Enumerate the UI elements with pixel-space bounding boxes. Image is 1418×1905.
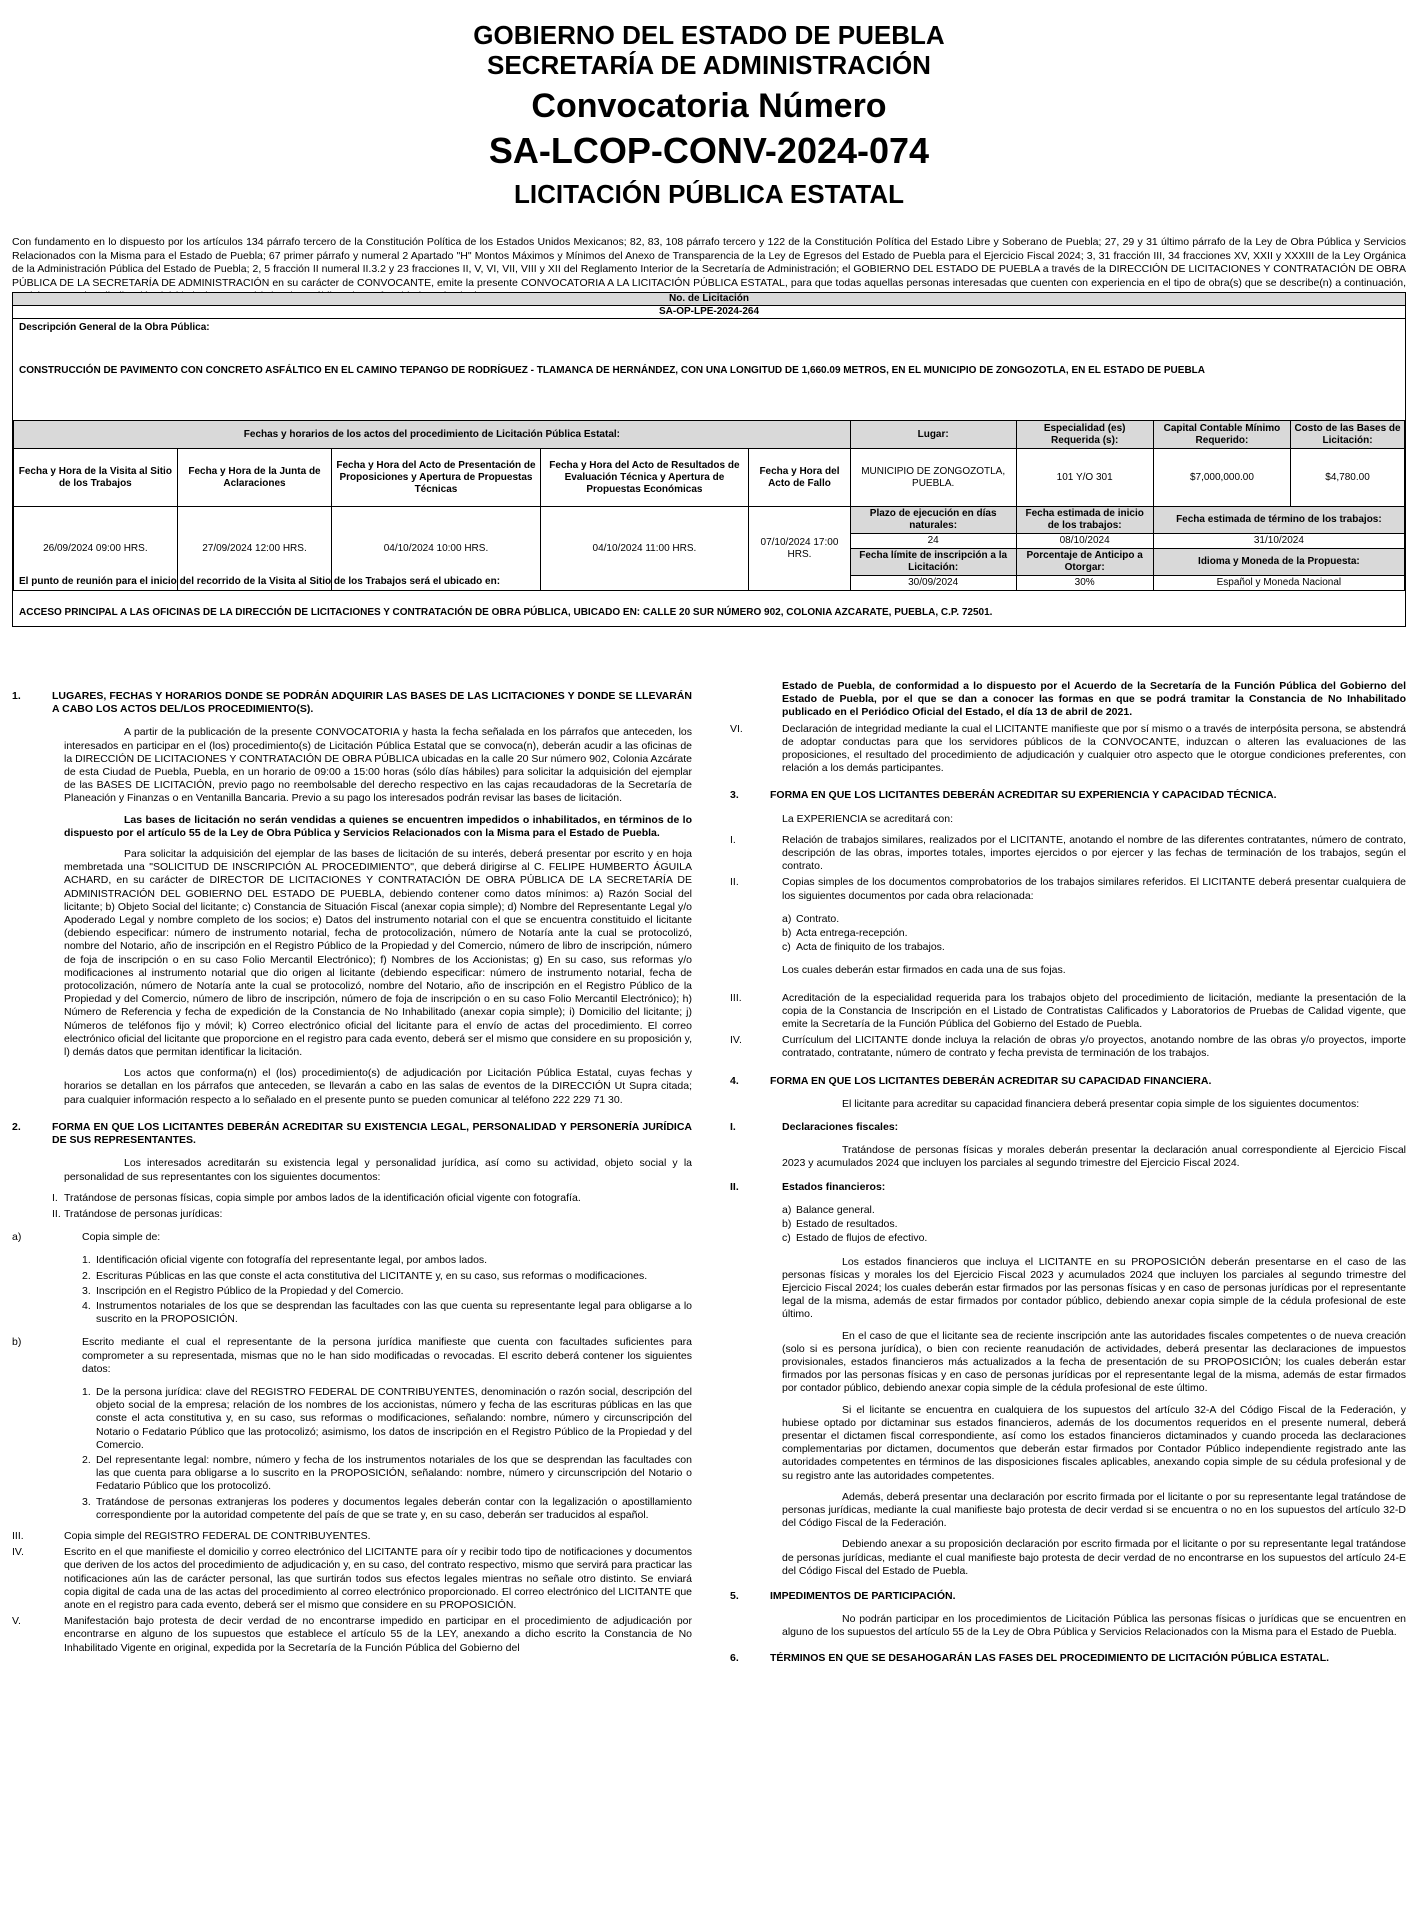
col-junta-label: Fecha y Hora de la Junta de Aclaraciones — [177, 449, 332, 507]
presentacion-date: 04/10/2024 10:00 HRS. — [332, 507, 540, 591]
header-convocatoria-number: SA-LCOP-CONV-2024-074 — [488, 130, 930, 171]
list-item: a) Balance general. — [782, 1203, 875, 1216]
section-1-p4: Los actos que conforma(n) el (los) procedimiento(s) de adjudicación por Licitación Pública Estatal, cuyas fechas y horarios se detallan en los párrafos que anteceden, se llevarán a cabo en las salas de eventos de la DIRECCIÓN Ut Supra citada; para cualquier información respecto a lo señalado en el presente punto se pueden comunicar al teléfono 222 229 71 30. — [64, 1067, 692, 1106]
schedule-table — [13, 420, 1405, 591]
termino-value: 31/10/2024 — [1153, 534, 1404, 549]
right-column — [730, 680, 1406, 1675]
list-item: a) Contrato. — [782, 912, 840, 925]
list-item: IV. Escrito en el que manifieste el domicilio y correo electrónico del LICITANTE para oír y recibir todo tipo de notificaciones y documentos que deriven de los actos del procedimiento de adjudicación y, en su caso, del contrato respectivo, mismo que servirá para practicar las notificaciones aún las de carácter personal, las que surtirán todos sus efectos legales mientras no señale otro distinto. Se enviará copia digital de cada una de las actas del procedimiento al correo electrónico proporcionado. El correo electrónico del LICITANTE que anote en el registro para cada evento, deberá ser el mismo que considere en su PROPOSICIÓN. — [12, 1546, 692, 1611]
list-item: 1. De la persona jurídica: clave del REGISTRO FEDERAL DE CONTRIBUYENTES, denominación o razón social, descripción del objeto social de la empresa; relación de los nombres de los accionistas, número y fecha de las escrituras públicas en las que conste el acta constitutiva y, en su caso, sus reformas o modificaciones, señalando: nombre, número y circunscripción del Notario o Fedatario Público que las protocolizó; asimismo, los datos de inscripción en el Registro Público de la Propiedad y del Comercio. — [82, 1385, 692, 1451]
section-4-p1: Tratándose de personas físicas y morales deberán presentar la declaración anual correspondiente al Ejercicio Fiscal 2023 y acumulados 2024 que incluyen los parciales al segundo trimestre del Ejercicio Fiscal 2024. — [782, 1144, 1406, 1170]
limite-value: 30/09/2024 — [850, 576, 1016, 591]
section-3-intro: La EXPERIENCIA se acreditará con: — [782, 812, 953, 825]
meeting-point-text: ACCESO PRINCIPAL A LAS OFICINAS DE LA DIRECCIÓN DE LICITACIONES Y CONTRATACIÓN DE OBRA PÚBLICA, UBICADO EN: CALLE 20 SUR NÚMERO 902, COLONIA AZCARATE, PUEBLA, C.P. 72501. — [19, 607, 993, 618]
col-resultados-label: Fecha y Hora del Acto de Resultados de Evaluación Técnica y Apertura de Propuestas Económicas — [540, 449, 748, 507]
section-4-p6: Debiendo anexar a su proposición declaración por escrito firmada por el licitante o por su representante legal tratándose de personas jurídicas, mediante el cual manifieste bajo protesta de decir verdad de no encontrarse en los supuestos del artículo 24-E del Código Fiscal del Estado de Puebla. — [782, 1538, 1406, 1577]
description-text: CONSTRUCCIÓN DE PAVIMENTO CON CONCRETO ASFÁLTICO EN EL CAMINO TEPANGO DE RODRÍGUEZ - TLAMANCA DE HERNÁNDEZ, CON UNA LONGITUD DE 1,660.09 METROS, EN EL MUNICIPIO DE ZONGOZOTLA, EN EL ESTADO DE PUEBLA — [19, 365, 1205, 376]
list-item: II. Copias simples de los documentos comprobatorios de los trabajos similares referidos. El LICITANTE deberá presentar cualquiera de los siguientes documentos por cada obra relacionada: — [730, 876, 1406, 902]
inicio-value: 08/10/2024 — [1016, 534, 1153, 549]
list-item: 2. Del representante legal: nombre, número y fecha de los instrumentos notariales de los que se desprendan las facultades con las que cuenta para obligarse a lo suscrito en la PROPOSICIÓN, señalando: nombre, número y circunscripción del Notario o Fedatario Público que los protocolizó. — [82, 1453, 692, 1493]
section-2-p1: Los interesados acreditarán su existencia legal y personalidad jurídica, así como su actividad, objeto social y la personalidad de sus representantes con los siguientes documentos: — [64, 1157, 692, 1183]
meeting-point-label: El punto de reunión para el inicio del recorrido de la Visita al Sitio de los Trabajos será el ubicado en: — [19, 576, 501, 587]
left-column — [12, 690, 692, 1658]
section-3-note: Los cuales deberán estar firmados en cada una de sus fojas. — [782, 964, 1066, 977]
section-6-title: 6. TÉRMINOS EN QUE SE DESAHOGARÁN LAS FASES DEL PROCEDIMIENTO DE LICITACIÓN PÚBLICA ESTATAL. — [730, 1651, 1330, 1664]
capital-value: $7,000,000.00 — [1153, 449, 1290, 507]
especialidad-value: 101 Y/O 301 — [1016, 449, 1153, 507]
list-item: a) Copia simple de: — [12, 1231, 161, 1244]
lugar-label: Lugar: — [850, 421, 1016, 449]
list-item: II. Tratándose de personas jurídicas: — [52, 1207, 223, 1220]
junta-date: 27/09/2024 12:00 HRS. — [177, 507, 332, 591]
costo-label: Costo de las Bases de Licitación: — [1291, 421, 1405, 449]
termino-label: Fecha estimada de término de los trabajos: — [1153, 507, 1404, 534]
section-4-p2: Los estados financieros que incluya el LICITANTE en su PROPOSICIÓN deberán presentarse en el caso de las personas físicas y morales los del Ejercicio Fiscal 2023 y acumulados 2024 que incluyen los parciales al segundo trimestre del Ejercicio Fiscal 2024; los cuales deberán estar firmados por las personas físicas y en caso de personas jurídicas por el representante legal de la misma, además de estar firmados por contador público, debiendo anexar copia simple de la cédula profesional de este último. — [782, 1255, 1406, 1321]
section-4-intro: El licitante para acreditar su capacidad financiera deberá presentar copia simple de los siguientes documentos: — [842, 1097, 1360, 1110]
list-item: III. Copia simple del REGISTRO FEDERAL DE CONTRIBUYENTES. — [12, 1529, 371, 1542]
col-presentacion-label: Fecha y Hora del Acto de Presentación de Proposiciones y Apertura de Propuestas Técnicas — [332, 449, 540, 507]
list-item: 3. Inscripción en el Registro Público de la Propiedad y del Comercio. — [82, 1284, 404, 1297]
list-item: c) Estado de flujos de efectivo. — [782, 1232, 928, 1245]
header-secretariat: SECRETARÍA DE ADMINISTRACIÓN — [487, 50, 931, 80]
costo-value: $4,780.00 — [1291, 449, 1405, 507]
right-continuation: Estado de Puebla, de conformidad a lo dispuesto por el Acuerdo de la Secretaría de la Función Pública del Gobierno del Estado de Puebla, por el que se dan a conocer las formas en que se podrá tramitar la Constancia de No Inhabilitado publicado en el Periódico Oficial del Estado, el día 13 de abril de 2021. — [782, 680, 1406, 719]
description-label: Descripción General de la Obra Pública: — [19, 322, 210, 333]
section-1-p3: Para solicitar la adquisición del ejemplar de las bases de licitación de su interés, deberá presentar por escrito y en hoja membretada una "SOLICITUD DE INSCRIPCIÓN AL PROCEDIMIENTO", que deberá dirigirse al C. FELIPE HUMBERTO ÁGUILA ACHARD, en su carácter de DIRECTOR DE LICITACIONES Y CONTRATACIÓN DE OBRA PÚBLICA DE LA SECRETARÍA DE ADMINISTRACIÓN DEL GOBIERNO DEL ESTADO DE PUEBLA, debiendo contener como datos mínimos: a) Razón Social del licitante; b) Objeto Social del licitante; c) Constancia de Situación Fiscal (anexar copia simple); d) Nombre del Representante Legal y/o Apoderado Legal y nombre completo de los socios; e) Datos del instrumento notarial con el que se encuentra constituido el licitante (debiendo especificar: número de instrumento notarial, fecha de protocolización, número de Notaría ante la cual se protocolizó, nombre del Notario, año de inscripción en el Registro Público de la Propiedad y del Comercio, número de libro de inscripción, número de foja de inscripción o en su caso Folio Mercantil Electrónico); f) Nombres de los Accionistas; g) En su caso, sus reformas y/o modificaciones al instrumento notarial que dio origen al licitante (debiendo especificar: número de instrumento notarial, fecha de protocolización, número de Notaría ante la cual se protocolizó, nombre del Notario, año de inscripción en el Registro Público de la Propiedad y del Comercio, número de libro de inscripción, número de foja de inscripción o en su caso Folio Mercantil Electrónico); h) Número de Referencia y fecha de expedición de la Constancia de No Inhabilitado (anexar copia simple); i) Domicilio del licitante; j) Números de teléfonos fijo y móvil; k) Correo electrónico oficial del licitante para el envío de actas del procedimiento. El correo electrónico oficial del licitante que proporcione en el registro para cada evento, deberá ser el mismo que considere en su proposición y, l) demás datos que permitan identificar la licitación. — [64, 848, 692, 1059]
list-item: c) Acta de finiquito de los trabajos. — [782, 941, 945, 954]
section-4-p4: Si el licitante se encuentra en cualquiera de los supuestos del artículo 32-A del Código Fiscal de la Federación, y hubiese optado por dictaminar sus estados financieros, además de los documentos requeridos en el presente numeral, deberá presentar el dictamen fiscal correspondiente, así como los estados financieros dictaminados y cuando proceda las declaraciones complementarias por dictamen, documentos que deberán estar firmados por Contador Público independiente registrado ante las autoridades competentes en términos de las disposiciones fiscales aplicables, anexando copia simple de su cédula profesional y de su registro ante las autoridades competentes. — [782, 1403, 1406, 1482]
list-item: b) Escrito mediante el cual el representante de la persona jurídica manifieste que cuenta con facultades suficientes para comprometer a su representada, mismas que no le han sido modificadas o revocadas. El escrito deberá contener los siguientes datos: — [12, 1336, 692, 1375]
fallo-date: 07/10/2024 17:00 HRS. — [749, 507, 851, 591]
intro-paragraph: Con fundamento en lo dispuesto por los artículos 134 párrafo tercero de la Constitución Política de los Estados Unidos Mexicanos; 82, 83, 108 párrafo tercero y 122 de la Constitución Política del Estado Libre y Soberano de Puebla; 27, 29 y 31 último párrafo de la Ley de Obra Pública y Servicios Relacionados con la Misma para el Estado de Puebla; 67 primer párrafo y numeral 2 Apartado "H" Montos Máximos y Mínimos del Anexo de Transparencia de la Ley de Egresos del Estado de Puebla para el Ejercicio Fiscal 2024; 3, 31 fracción III, 34 fracciones XV, XXII y XXXIII de la Ley Orgánica de la Administración Pública del Estado de Puebla; 2, 5 fracción II numeral II.3.2 y 23 fracciones II, V, VI, VII, VIII y XII del Reglamento Interior de la Secretaría de Administración; el GOBIERNO DEL ESTADO DE PUEBLA a través de la DIRECCIÓN DE LICITACIONES Y CONTRATACIÓN DE OBRA PÚBLICA DE LA SECRETARÍA DE ADMINISTRACIÓN en su carácter de CONVOCANTE, emite la presente CONVOCATORIA A LA LICITACIÓN PÚBLICA ESTATAL, para que todas aquellas personas interesadas que cuenten con experiencia en el tipo de obra(s) que se describe(n) a continuación, — [12, 236, 1406, 289]
header-government: GOBIERNO DEL ESTADO DE PUEBLA — [473, 20, 945, 50]
capital-label: Capital Contable Mínimo Requerido: — [1153, 421, 1290, 449]
list-item: 1. Identificación oficial vigente con fotografía del representante legal, por ambos lados. — [82, 1254, 488, 1267]
plazo-value: 24 — [850, 534, 1016, 549]
list-item: I. Declaraciones fiscales: — [730, 1121, 899, 1134]
list-item: 2. Escrituras Públicas en las que conste el acta constitutiva del LICITANTE y, en su caso, sus reformas o modificaciones. — [82, 1269, 648, 1282]
list-item: V. Manifestación bajo protesta de decir verdad de no encontrarse impedido en participar en el procedimiento de adjudicación por encontrarse en alguno de los supuestos que establece el artículo 55 de la LEY, anexando a dicho escrito la Constancia de No Inhabilitado Vigente en original, expedida por la Secretaría de la Función Pública del Gobierno del — [12, 1615, 692, 1654]
section-3-title: 3. FORMA EN QUE LOS LICITANTES DEBERÁN ACREDITAR SU EXPERIENCIA Y CAPACIDAD TÉCNICA. — [730, 789, 1277, 802]
document-header — [0, 0, 1418, 212]
col-fallo-label: Fecha y Hora del Acto de Fallo — [749, 449, 851, 507]
section-2-title: 2. FORMA EN QUE LOS LICITANTES DEBERÁN ACREDITAR SU EXISTENCIA LEGAL, PERSONALIDAD Y PERSONERÍA JURÍDICA DE SUS REPRESENTANTES. — [12, 1120, 692, 1147]
section-1-title: 1. LUGARES, FECHAS Y HORARIOS DONDE SE PODRÁN ADQUIRIR LAS BASES DE LAS LICITACIONES Y DONDE SE LLEVARÁN A CABO LOS ACTOS DEL/LOS PROCEDIMIENTO(S). — [12, 690, 692, 716]
section-5-title: 5. IMPEDIMENTOS DE PARTICIPACIÓN. — [730, 1589, 956, 1602]
list-item: b) Acta entrega-recepción. — [782, 927, 908, 940]
section-4-title: 4. FORMA EN QUE LOS LICITANTES DEBERÁN ACREDITAR SU CAPACIDAD FINANCIERA. — [730, 1074, 1212, 1087]
lugar-value: MUNICIPIO DE ZONGOZOTLA, PUEBLA. — [850, 449, 1016, 507]
section-4-p5: Además, deberá presentar una declaración por escrito firmada por el licitante o por su representante legal tratándose de personas jurídicas, mediante la cual manifieste bajo protesta de decir verdad si se encuentra o no en los supuestos del artículo 32-D del Código Fiscal de la Federación. — [782, 1490, 1406, 1530]
section-1-p1: A partir de la publicación de la presente CONVOCATORIA y hasta la fecha señalada en los párrafos que anteceden, los interesados en participar en el (los) procedimiento(s) de Licitación Pública Estatal que se convoca(n), deberán acudir a las oficinas de la DIRECCIÓN DE LICITACIONES Y CONTRATACIÓN DE OBRA PÚBLICA ubicadas en la calle 20 Sur número 902, Colonia Azcárate de esta Ciudad de Puebla, Puebla, en un horario de 09:00 a 15:00 horas (sólo días hábiles) para solicitar la adquisición del ejemplar de las BASES DE LICITACIÓN, previo pago no reembolsable del derecho respectivo en las cajas recaudadoras de la Secretaría de Planeación y Finanzas o en Ventanilla Bancaria. Previo a su pago los interesados podrán revisar las bases de licitación. — [64, 726, 692, 805]
section-5-p1: No podrán participar en los procedimientos de Licitación Pública las personas físicas o jurídicas que se encuentren en alguno de los supuestos del artículo 55 de la Ley de Obra Pública y Servicios Relacionados con la Misma para el Estado de Puebla. — [782, 1613, 1406, 1639]
licitacion-number: SA-OP-LPE-2024-264 — [13, 306, 1405, 319]
header-licitacion-type: LICITACIÓN PÚBLICA ESTATAL — [514, 179, 904, 209]
tender-info-box — [12, 292, 1406, 627]
section-4-p3: En el caso de que el licitante sea de reciente inscripción ante las autoridades fiscales competentes o de nueva creación (solo si es persona jurídica), o bien con reciente reanudación de actividades, deberá presentar las declaraciones de impuestos provisionales, estados financieros más actualizados a la fecha de presentación de su PROPOSICIÓN; los cuales deberán estar firmados por las personas físicas y en caso de personas jurídicas por el representante legal de la misma, además de estar firmados por contador público, debiendo anexar copia simple de la cédula profesional de este último. — [782, 1329, 1406, 1395]
list-item: 3. Tratándose de personas extranjeras los poderes y documentos legales deberán contar con la legalización o apostillamiento correspondiente por la autoridad competente del país de que se trate y, en su caso, deberán ser traducidos al español. — [82, 1495, 692, 1521]
list-item: III. Acreditación de la especialidad requerida para los trabajos objeto del procedimiento de licitación, mediante la presentación de la copia de la Constancia de Inscripción en el Listado de Contratistas Calificados y Laboratorios de Pruebas de Calidad vigente, que emite la Secretaría de la Función Pública del Gobierno del Estado de Puebla. — [730, 991, 1406, 1031]
idioma-label: Idioma y Moneda de la Propuesta: — [1153, 549, 1404, 576]
idioma-value: Español y Moneda Nacional — [1153, 576, 1404, 591]
list-item: I. Relación de trabajos similares, realizados por el LICITANTE, anotando el nombre de las diferentes contratantes, número de contrato, descripción de las obras, importes totales, importes ejercidos o por ejercer y las fechas de terminación de los trabajos, según el contrato. — [730, 833, 1406, 873]
anticipo-value: 30% — [1016, 576, 1153, 591]
list-item: II. Estados financieros: — [730, 1180, 886, 1193]
limite-label: Fecha límite de inscripción a la Licitación: — [850, 549, 1016, 576]
anticipo-label: Porcentaje de Anticipo a Otorgar: — [1016, 549, 1153, 576]
licitacion-label: No. de Licitación — [13, 293, 1405, 306]
list-item: 4. Instrumentos notariales de los que se desprendan las facultades con las que cuenta su representante legal para obligarse a lo suscrito en la PROPOSICIÓN. — [82, 1299, 692, 1326]
visita-date: 26/09/2024 09:00 HRS. — [14, 507, 178, 591]
inicio-label: Fecha estimada de inicio de los trabajos: — [1016, 507, 1153, 534]
schedule-header: Fechas y horarios de los actos del procedimiento de Licitación Pública Estatal: — [14, 421, 851, 449]
resultados-date: 04/10/2024 11:00 HRS. — [540, 507, 748, 591]
col-visita-label: Fecha y Hora de la Visita al Sitio de los Trabajos — [14, 449, 178, 507]
header-convocatoria-label: Convocatoria Número — [531, 87, 887, 125]
list-item: IV. Currículum del LICITANTE donde incluya la relación de obras y/o proyectos, anotando nombre de las obras y/o proyectos, importe contratado, contratante, número de contrato y fecha prevista de terminación de los trabajos. — [730, 1034, 1406, 1060]
plazo-label: Plazo de ejecución en días naturales: — [850, 507, 1016, 534]
list-item: b) Estado de resultados. — [782, 1218, 898, 1231]
list-item: VI. Declaración de integridad mediante la cual el LICITANTE manifieste que por sí mismo o a través de interpósita persona, se abstendrá de adoptar conductas para que los servidores públicos de la CONVOCANTE, induzcan o alteren las evaluaciones de las proposiciones, el resultado del procedimiento de adjudicación y cualquier otro aspecto que le otorgue condiciones preferentes, con relación a los demás participantes. — [730, 722, 1406, 775]
list-item: I. Tratándose de personas físicas, copia simple por ambos lados de la identificación oficial vigente con fotografía. — [52, 1191, 581, 1204]
section-1-p2: Las bases de licitación no serán vendidas a quienes se encuentren impedidos o inhabilitados, en términos de lo dispuesto por el artículo 55 de la Ley de Obra Pública y Servicios Relacionados con la Misma para el Estado de Puebla. — [64, 813, 692, 839]
especialidad-label: Especialidad (es) Requerida (s): — [1016, 421, 1153, 449]
